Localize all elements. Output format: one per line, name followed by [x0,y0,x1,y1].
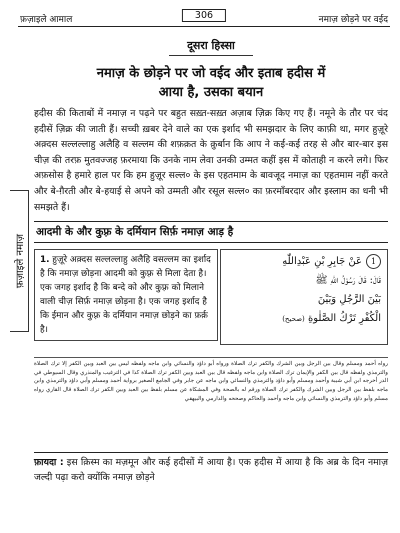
note-label: फ़ायदा : [34,457,64,469]
hadith-arabic-box [220,249,388,345]
hadith-translation: हुज़ूरे अक़्दस सल्लल्लाहु अलैहि वसल्लम का इर्शाद है कि नमाज़ छोड़ना आदमी को कुफ़्र से मिला देता है। एक जगह इर्शाद है कि बन्दे को और कुफ़्र को मिलाने वाली चीज़ सिर्फ़ नमाज़ छोड़ना है। एक जगह इर्शाद है कि ईमान और कुफ़्र के दर्मियान नमाज़ छोड़ने का फ़र्क़ है। [40,255,211,336]
hadith-number: 1 [40,255,47,266]
note-text: इस क़िस्म का मज़मून और कई हदीसों में आया है। एक हदीस में आया है कि अब्र के दिन नमाज़ जल्दी पढ़ा करो क्योंकि नमाज़ छोड़ने [34,457,388,483]
title-line-1: नमाज़ के छोड़ने पर जो वईद और इताब हदीस में [96,66,326,81]
arabic-line-2: قَالَ: قَالَ رَسُوْلُ اللّٰهِ ﷺ [315,275,381,287]
hadith-number-circle: 1 [366,254,381,269]
hadith-grade: (صحيح) [282,315,305,324]
references-footnote: رواه أحمد ومسلم وقال بين الرجل وبين الشرك والكفر ترك الصلاة ورواه أبو داؤد والنسائي وابن ماجه ولفظه ليس بين العبد وبين الكفر إلا ترك الصلاة والترمذي ولفظه قال بين الكفر والإيمان ترك الصلاة وابن ماجه ولفظه قال بين العبد وبين الكفر ترك الصلاة كذا في الترغيب والمنذري وقال السيوطي في الدر أخرجه ابن أبي شيبة وأحمد ومسلم وأبو داؤد والترمذي والنسائي وابن ماجه عن جابر وفي الجامع الصغير برواية أحمد ومسلم وأبي داؤد والترمذي وابن ماجه بلفظ بين الرجل وبين الشرك والكفر ترك الصلاة ورقم له بالصحة وفي المشكاة عن مسلم بلفظ بين العبد وبين الكفر ترك الصلاة قال القاري رواه مسلم وأبو داؤد والترمذي والنسائي وابن ماجه وأحمد والحاكم وصححه والدارمي والبيهقي [34,357,388,448]
page-content [34,28,388,525]
hadith-block [34,249,388,353]
hadith-subheading: आदमी के और कुफ़्र के दर्मियान सिर्फ़ नमाज़ आड़ है [34,221,388,243]
benefit-note [34,452,388,485]
intro-paragraph: हदीस की किताबों में नमाज़ न पढ़ने पर बहुत सख़्त-सख़्त अज़ाब ज़िक्र किए गए हैं। नमूने के तौर पर चंद हदीसें ज़िक्र की जाती हैं। सच्ची ख़बर देने वाले का एक इर्शाद भी समझदार के लिए काफ़ी था, मगर हुज़ूरे अक़्दस सल्लल्लाहु अलैहि व सल्लम की शफ़क़त के क़ुर्बान कि आप ने कई-कई तरह से और बार-बार इस चीज़ की तरफ़ मुतवज्जह फ़रमाया कि उनके नाम लेवा उनकी उम्मत कहीं इस में कोताही न करने लगे। फिर अफ़सोस है हमारे हाल पर कि हम हुज़ूर सल्ल० के इस एहतमाम के बावजूद नमाज़ का एहतमाम नहीं करते और बे-ग़ैरती और बे-हयाई से अपने को उम्मती और रसूल सल्ल० का फ़रमाँबरदार और इस्लाम का धनी भी समझते हैं। [34,108,388,213]
book-name: फ़ज़ाइले आमाल [20,15,73,25]
section-label: दूसरा हिस्सा [169,38,253,56]
page-header [18,10,390,27]
arabic-line-3: بَيْنَ الرَّجُلِ وَبَيْنَ [317,294,381,306]
page-number: 306 [182,9,226,22]
hadith-translation-box: 1. हुज़ूरे अक़्दस सल्लल्लाहु अलैहि वसल्लम का इर्शाद है कि नमाज़ छोड़ना आदमी को कुफ़्र से मिला देता है। एक जगह इर्शाद है कि बन्दे को और कुफ़्र को मिलाने वाली चीज़ सिर्फ़ नमाज़ छोड़ना है। एक जगह इर्शाद है कि ईमान और कुफ़्र के दर्मियान नमाज़ छोड़ने का फ़र्क़ है। [34,249,218,341]
arabic-line-4: الْكُفْرِ تَرْكُ الصَّلٰوةِ [307,313,381,325]
side-tab [10,190,29,332]
side-tab-label: फ़ज़ाइले नमाज़ [15,233,26,289]
arabic-line-1: عَنْ جَابِرِ بْنِ عَبْدِاللّٰهِ [282,256,362,268]
chapter-name: नमाज़ छोड़ने पर वईद [318,15,388,25]
chapter-title [34,64,388,102]
section-heading [34,34,388,56]
title-line-2: आया है, उसका बयान [158,85,264,100]
